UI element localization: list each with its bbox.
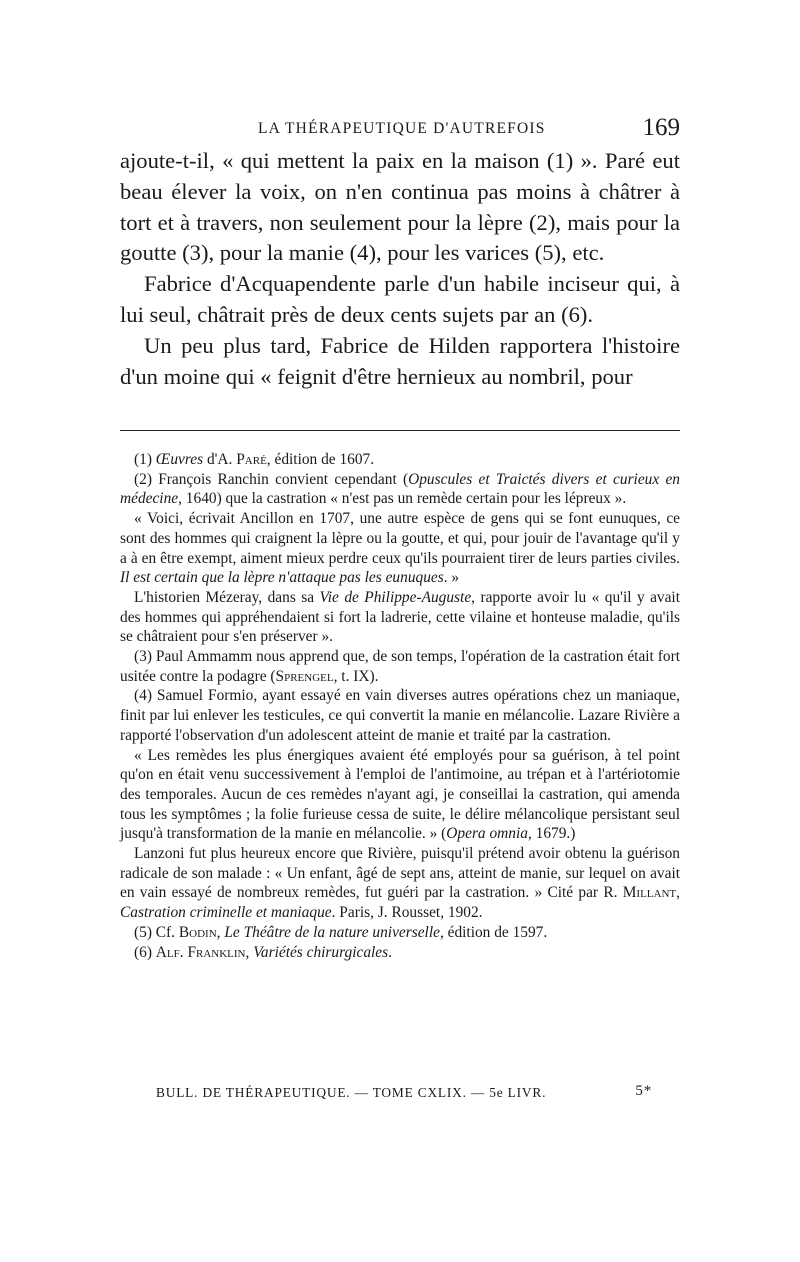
footnote-2-text: (2) François Ranchin convient cependant ( bbox=[134, 470, 409, 488]
footnote-2-quote-emphasis: Il est certain que la lèpre n'attaque pas les eunuques bbox=[120, 569, 444, 587]
footnote-1 bbox=[120, 450, 680, 470]
footnote-2-mezeray-title: Vie de Philippe-Auguste bbox=[319, 588, 472, 606]
signature-mark: 5* bbox=[635, 1083, 652, 1099]
footnote-2-mezeray bbox=[120, 588, 680, 647]
paragraph-3: Un peu plus tard, Fabrice de Hilden rapportera l'histoire d'un moine qui « feignit d'être hernieux au nombril, pour bbox=[120, 332, 680, 389]
footnote-4-lanzoni bbox=[120, 844, 680, 923]
footnote-5-text: , édition de 1597. bbox=[439, 923, 548, 941]
footnote-1-text: (1) bbox=[134, 451, 156, 468]
footnote-3 bbox=[120, 647, 680, 686]
footnote-2-title: Opuscules et Traictés divers et curieux en médecine bbox=[120, 470, 680, 508]
footnote-2-quote-text: . » bbox=[443, 569, 460, 587]
footnote-3-text: , t. IX). bbox=[333, 667, 379, 685]
footnote-4-quote bbox=[120, 746, 680, 845]
paragraph-1: ajoute-t-il, « qui mettent la paix en la maison (1) ». Paré eut beau élever la voix, on n'en continua pas moins à châtrer à tort et à travers, non seulement pour la lèpre (2), mais pour la goutte (3), pour la manie (4), pour les varices (5), etc. bbox=[120, 148, 680, 266]
footnote-5-text: (5) Cf. bbox=[134, 923, 179, 941]
footnote-1-text: , édition de 1607. bbox=[266, 451, 375, 468]
footnote-5-text: , bbox=[216, 923, 225, 941]
footnote-4-quote-title: Opera omnia bbox=[446, 825, 528, 843]
footnote-2-text: , 1640) que la castration « n'est pas un remède certain pour les lépreux ». bbox=[178, 490, 627, 508]
footnote-4-quote-text: « Les remèdes les plus énergiques avaient été employés pour sa guérison, à tel point qu'on en était venu successivement à l'emploi de l'antimoine, au trépan et à l'artériotomie des temporales. Aucun de ces remèdes n'ayant agi, je conseillai la castration, qui amenda tous les symptômes ; la folie furieuse cessa de suite, le délire mélancolique persistant seul jusqu'à transformation de la manie en mélancolie. » ( bbox=[120, 746, 680, 843]
footnote-6-text: (6) bbox=[134, 943, 156, 961]
page-number: 169 bbox=[642, 114, 680, 141]
footnote-1-text: d'A. bbox=[203, 451, 237, 468]
running-head bbox=[120, 114, 680, 142]
running-title: LA THÉRAPEUTIQUE D'AUTREFOIS bbox=[258, 120, 546, 137]
footnote-4-lanzoni-title: Castration criminelle et maniaque bbox=[120, 904, 332, 922]
footnote-2-mezeray-text: L'historien Mézeray, dans sa bbox=[134, 588, 320, 606]
footnote-5 bbox=[120, 923, 680, 943]
footnote-3-author: Sprengel bbox=[275, 667, 334, 685]
footer-label: BULL. DE THÉRAPEUTIQUE. — TOME CXLIX. — 5e LIVR. bbox=[156, 1085, 547, 1100]
footnote-rule bbox=[120, 430, 680, 431]
footnote-4-lanzoni-text: Lanzoni fut plus heureux encore que Rivière, puisqu'il prétend avoir obtenu la guérison radicale de son malade : « Un enfant, âgé de sept ans, atteint de manie, sur lequel on avait en vain essayé de nombreux remèdes, fut guéri par la castration. » Cité par R. bbox=[120, 845, 680, 902]
footnotes bbox=[120, 450, 680, 962]
footnote-2-mezeray-text: , rapporte avoir lu « qu'il y avait des hommes qui appréhendaient si fort la ladrerie, cette vilaine et honteuse maladie, qu'ils se châtraient pour s'en préserver ». bbox=[120, 588, 680, 646]
footnote-2 bbox=[120, 470, 680, 509]
main-text bbox=[120, 146, 680, 392]
footnote-6-author: Alf. Franklin bbox=[155, 943, 246, 961]
footnote-4-lanzoni-text: , bbox=[676, 884, 680, 902]
footnote-4-lanzoni-text: . Paris, J. Rousset, 1902. bbox=[331, 904, 483, 922]
footnote-1-title: Œuvres bbox=[155, 451, 204, 468]
footnote-4: (4) Samuel Formio, ayant essayé en vain diverses autres opérations chez un maniaque, finit par lui enlever les testicules, ce qui convertit la manie en mélancolie. Lazare Rivière a rapporté l'observation d'un adolescent atteint de manie et traité par la castration. bbox=[120, 687, 680, 744]
footnote-3-text: (3) Paul Ammamm nous apprend que, de son temps, l'opération de la castration était fort usitée contre la podagre ( bbox=[120, 648, 680, 685]
footnote-6-text: , bbox=[245, 943, 254, 961]
paragraph-2: Fabrice d'Acquapendente parle d'un habile inciseur qui, à lui seul, châtrait près de deux cents sujets par an (6). bbox=[120, 271, 680, 327]
footnote-4-quote-text: , 1679.) bbox=[527, 825, 576, 843]
footnote-6-title: Variétés chirurgicales bbox=[253, 943, 389, 961]
footnote-5-title: Le Théâtre de la nature universelle bbox=[224, 923, 440, 941]
footnote-6 bbox=[120, 943, 680, 963]
footnote-5-author: Bodin bbox=[178, 923, 217, 941]
footnote-4-lanzoni-author: Millant bbox=[622, 884, 677, 902]
footnote-1-author: Paré bbox=[236, 451, 267, 468]
footnote-2-quote-text: « Voici, écrivait Ancillon en 1707, une autre espèce de gens qui se font eunuques, ce sont des hommes qui craignent la lèpre ou la goutte, et qui, pour jouir de l'avantage qu'il y a à en être exempt, aiment mieux perdre ceux qu'ils pourraient tirer de leurs parties civiles. bbox=[120, 510, 680, 567]
footnote-6-text: . bbox=[388, 943, 392, 961]
footnote-2-quote bbox=[120, 509, 680, 588]
